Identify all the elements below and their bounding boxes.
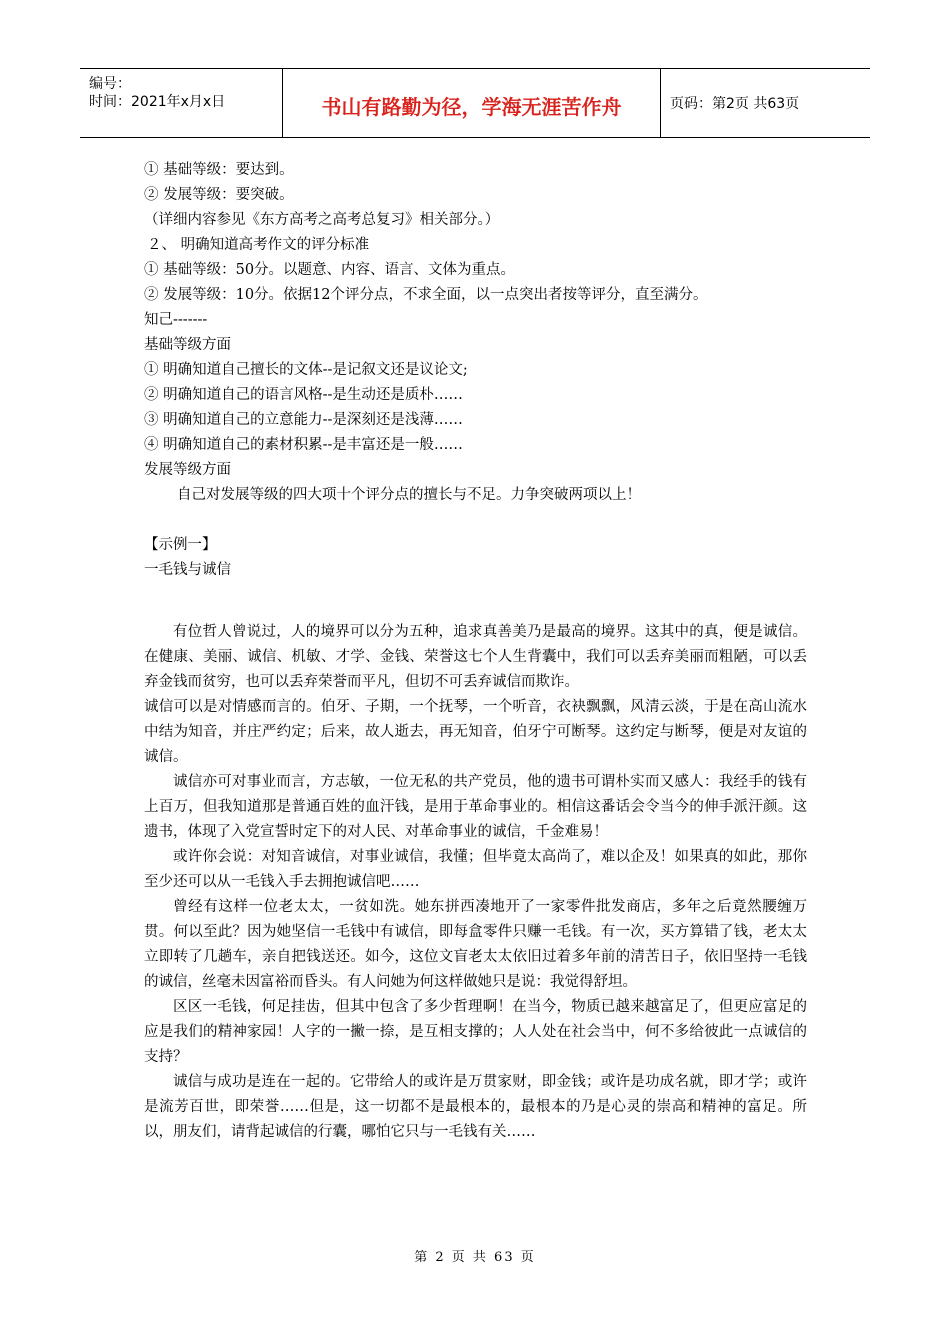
text-line: 知己------- [144, 312, 208, 328]
spacer [144, 608, 807, 620]
text-line: ① 明确知道自己擅长的文体--是记叙文还是议论文; [144, 362, 468, 378]
text-line: ② 发展等级：要突破。 [144, 187, 294, 203]
text-line-indented: 自己对发展等级的四大项十个评分点的擅长与不足。力争突破两项以上！ [177, 487, 641, 503]
document-date: 时间：2021年x月x日 [89, 94, 226, 110]
text-line: ④ 明确知道自己的素材积累--是丰富还是一般…… [144, 437, 463, 453]
essay-paragraph: 区区一毛钱，何足挂齿，但其中包含了多少哲理啊！在当今，物质已越来越富足了，但更应富足的应是我们的精神家园！人字的一撇一捺，是互相支撑的；人人处在社会当中，何不多给彼此一点诚信的支持？ [144, 999, 807, 1065]
text-line: ① 基础等级：要达到。 [144, 162, 294, 178]
header-page-info: 页码：第2页 共63页 [670, 96, 800, 112]
document-body [144, 158, 807, 1145]
example-label: 【示例一】 [144, 537, 217, 553]
page-header [80, 68, 870, 138]
essay-paragraph: 诚信与成功是连在一起的。它带给人的或许是万贯家财，即金钱；或许是功成名就，即才学；或许是流芳百世，即荣誉……但是，这一切都不是最根本的，最根本的乃是心灵的崇高和精神的富足。所以，朋友们，请背起诚信的行囊，哪怕它只与一毛钱有关…… [144, 1074, 807, 1140]
essay-paragraph: 或许你会说：对知音诚信，对事业诚信，我懂；但毕竟太高尚了，难以企及！如果真的如此，那你至少还可以从一毛钱入手去拥抱诚信吧…… [144, 849, 807, 890]
text-line: ① 基础等级：50分。以题意、内容、语言、文体为重点。 [144, 262, 516, 278]
text-line: （详细内容参见《东方高考之高考总复习》相关部分。） [144, 212, 500, 228]
header-page-cell [661, 69, 870, 137]
essay-paragraph: 诚信可以是对情感而言的。伯牙、子期，一个抚琴，一个听音，衣袂飘飘，风清云淡，于是在高山流水中结为知音，并庄严约定；后来，故人逝去，再无知音，伯牙宁可断琴。这约定与断琴，便是对友谊的诚信。 [144, 699, 807, 765]
header-motto-cell [283, 69, 661, 137]
text-line: ③ 明确知道自己的立意能力--是深刻还是浅薄…… [144, 412, 463, 428]
essay-title: 一毛钱与诚信 [144, 562, 231, 578]
header-motto: 书山有路勤为径，学海无涯苦作舟 [321, 95, 622, 119]
text-line: 发展等级方面 [144, 462, 231, 478]
page-footer: 第 2 页 共 63 页 [414, 1250, 536, 1265]
essay-paragraph: 有位哲人曾说过，人的境界可以分为五种，追求真善美乃是最高的境界。这其中的真，便是诚信。在健康、美丽、诚信、机敏、才学、金钱、荣誉这七个人生背囊中，我们可以丢弃美丽而粗陋，可以丢弃金钱而贫穷，也可以丢弃荣誉而平凡，但切不可丢弃诚信而欺诈。 [144, 624, 807, 690]
text-line: ② 发展等级：10分。依据12个评分点，不求全面，以一点突出者按等评分，直至满分。 [144, 287, 708, 303]
text-line: 基础等级方面 [144, 337, 231, 353]
essay-paragraph: 曾经有这样一位老太太，一贫如洗。她东拼西凑地开了一家零件批发商店，多年之后竟然腰缠万贯。何以至此？因为她坚信一毛钱中有诚信，即每盒零件只赚一毛钱。有一次，买方算错了钱，老太太立即转了几趟车，亲自把钱送还。如今，这位文盲老太太依旧过着多年前的清苦日子，依旧坚持一毛钱的诚信，丝毫未因富裕而昏头。有人问她为何这样做她只是说：我觉得舒坦。 [144, 899, 807, 990]
document-number-label: 编号： [89, 76, 131, 92]
blank-line [144, 508, 807, 533]
essay-paragraph: 诚信亦可对事业而言，方志敏，一位无私的共产党员，他的遗书可谓朴实而又感人：我经手的钱有上百万，但我知道那是普通百姓的血汗钱，是用于革命事业的。相信这番话会令当今的伸手派汗颜。这遗书，体现了入党宣誓时定下的对人民、对革命事业的诚信，千金难易！ [144, 774, 807, 840]
text-line: ② 明确知道自己的语言风格--是生动还是质朴…… [144, 387, 463, 403]
header-info-cell [80, 69, 283, 137]
blank-line [144, 583, 807, 608]
text-line: ２、 明确知道高考作文的评分标准 [147, 237, 370, 253]
